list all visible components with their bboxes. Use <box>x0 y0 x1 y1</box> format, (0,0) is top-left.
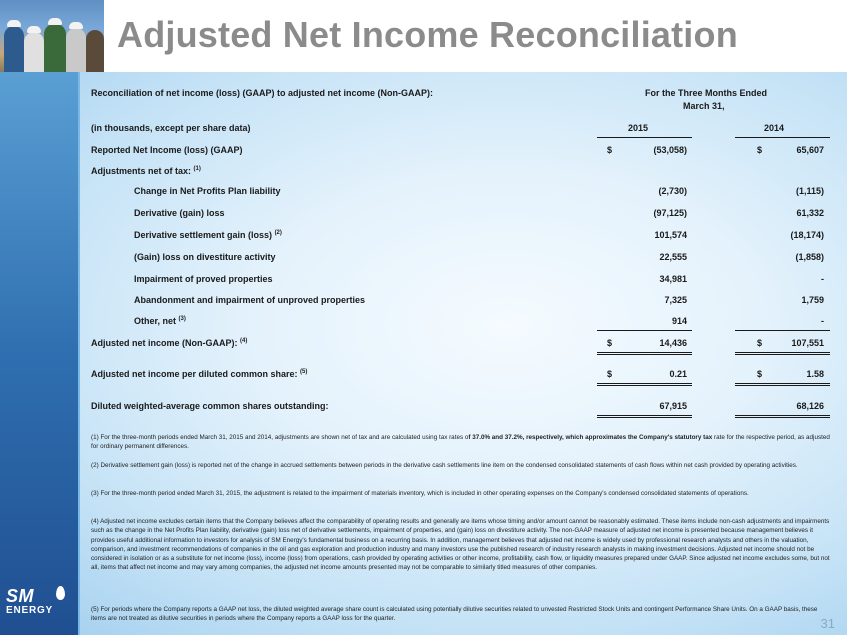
item-2015: 101,574 <box>654 230 687 240</box>
currency-symbol: $ <box>607 338 613 348</box>
table-row-per-share <box>0 369 847 383</box>
per-share-2015: 0.21 <box>669 369 687 379</box>
item-label: Other, net $^{(3)}$ <box>134 316 186 326</box>
item-label: Impairment of proved properties <box>134 274 273 284</box>
item-label: Abandonment and impairment of unproved properties <box>134 295 366 305</box>
header-underline-2015 <box>597 137 692 138</box>
per-share-double-line-2015 <box>597 383 692 386</box>
item-2015: 34,981 <box>659 274 687 284</box>
shares-2014: 68,126 <box>796 401 824 411</box>
page-number: 31 <box>820 616 835 631</box>
currency-symbol: $ <box>607 145 613 155</box>
logo-text-sm: SM <box>6 586 34 606</box>
adjusted-2014: 107,551 <box>791 338 824 348</box>
item-label: Change in Net Profits Plan liability <box>134 186 281 196</box>
item-label: (Gain) loss on divestiture activity <box>134 252 276 262</box>
table-row <box>0 274 847 288</box>
logo-text-energy: ENERGY <box>6 605 54 616</box>
footnote-5: (5) For periods where the Company reports a GAAP net loss, the diluted weighted average share count is calculated using potentially dilutive securities related to unvested Restricted Stock Units and contingent Performance Share Units. On a GAAP basis, these items are not treated as dilutive securities in periods where the Company reports a GAAP loss for the quarter. <box>91 606 818 623</box>
item-2014: 1,759 <box>801 295 824 305</box>
table-row <box>0 186 847 200</box>
item-label: Derivative settlement gain (loss) $^{(2)}$ <box>134 230 282 240</box>
item-2015: 22,555 <box>659 252 687 262</box>
shares-label: Diluted weighted-average common shares outstanding: <box>91 401 329 411</box>
reported-2015: (53,058) <box>653 145 687 155</box>
shares-2015: 67,915 <box>659 401 687 411</box>
item-2014: - <box>821 274 824 284</box>
year-2015-header: 2015 <box>628 123 649 133</box>
item-2014: (1,115) <box>795 186 824 196</box>
footnote-4: (4) Adjusted net income excludes certain items that the Company believes affect the comparability of operating results and generally are items whose timing and/or amount cannot be reasonably estimated. These items include non-cash adjustments and impairments such as the change in the Net Profits Plan liability, derivative (gain) loss net of derivative settlements, impairment of properties, and (gain) loss on divestiture activity. The non-GAAP measure of adjusted net income is presented because management believes it provides useful additional information to investors for analysis of SM Energy's fundamental business on a recurring basis. In addition, management believes that adjusted net income is widely used by professional research analysts and others in the valuation, comparison, and investment recommendations of companies in the oil and gas exploration and production industry and many investors use the published research of industry research analysts in making investment decisions. Adjusted net income should not be considered in isolation or as a substitute for net income (loss), income (loss) from operations, cash provided by operating activities or other income, profitability, cash flow, or liquidity measures prepared under GAAP. Since adjusted net income excludes some, but not all, items that affect net income and may vary among companies, the adjusted net income amounts presented may not be comparable to similarly titled measures of other companies. <box>91 518 830 572</box>
item-2015: (97,125) <box>653 208 687 218</box>
table-row <box>0 295 847 309</box>
item-2015: 914 <box>671 316 687 326</box>
shares-double-line-2014 <box>735 415 830 418</box>
subtotal-line-2015 <box>597 330 692 331</box>
table-row-reported <box>0 145 847 159</box>
table-row <box>0 252 847 266</box>
currency-symbol: $ <box>757 338 763 348</box>
subtotal-line-2014 <box>735 330 830 331</box>
currency-symbol: $ <box>757 145 763 155</box>
per-share-2014: 1.58 <box>806 369 824 379</box>
period-header-line1: For the Three Months Ended <box>645 88 768 98</box>
adjusted-2015: 14,436 <box>659 338 687 348</box>
table-row-adjusted <box>0 338 847 352</box>
per-share-double-line-2014 <box>735 383 830 386</box>
adjusted-label: Adjusted net income (Non-GAAP): $^{(4)}$ <box>91 338 248 348</box>
total-double-line-2014 <box>735 352 830 355</box>
footnote-3: (3) For the three-month period ended March 31, 2015, the adjustment is related to the impairment of materials inventory, which is included in other operating expenses on the Company's condensed consolidated statements of operations. <box>91 490 749 497</box>
item-2014: 61,332 <box>796 208 824 218</box>
units-label: (in thousands, except per share data) <box>91 123 251 133</box>
footnote-2: (2) Derivative settlement gain (loss) is reported net of the change in accrued settlements between periods in the derivative cash settlements line item on the condensed consolidated statements of cash flows within net cash provided by operating activities. <box>91 462 798 469</box>
table-row <box>0 208 847 222</box>
total-double-line-2015 <box>597 352 692 355</box>
reported-2014: 65,607 <box>796 145 824 155</box>
period-header-line2: March 31, <box>683 101 725 111</box>
table-row <box>0 316 847 330</box>
item-2015: 7,325 <box>664 295 687 305</box>
year-2014-header: 2014 <box>764 123 785 133</box>
table-row-shares <box>0 401 847 415</box>
header-underline-2014 <box>735 137 830 138</box>
item-2014: - <box>821 316 824 326</box>
table-heading: Reconciliation of net income (loss) (GAAP) to adjusted net income (Non-GAAP): <box>91 88 434 98</box>
per-share-label: Adjusted net income per diluted common share: $^{(5)}$ <box>91 369 308 379</box>
footnote-1: (1) For the three-month periods ended March 31, 2015 and 2014, adjustments are shown net of tax and are calculated using tax rates of 37.0% and 37.2%, respectively, which approximates the Company's statutory tax rate for the respective period, as adjusted for ordinary permanent differences. <box>91 434 830 451</box>
item-label: Derivative (gain) loss <box>134 208 225 218</box>
shares-double-line-2015 <box>597 415 692 418</box>
item-2014: (1,858) <box>795 252 824 262</box>
slide-title: Adjusted Net Income Reconciliation <box>117 14 738 55</box>
reported-label: Reported Net Income (loss) (GAAP) <box>91 145 243 155</box>
item-2014: (18,174) <box>790 230 824 240</box>
item-2015: (2,730) <box>658 186 687 196</box>
currency-symbol: $ <box>607 369 613 379</box>
table-row <box>0 230 847 244</box>
currency-symbol: $ <box>757 369 763 379</box>
adjustments-label: Adjustments net of tax: $^{(1)}$ <box>91 166 201 176</box>
